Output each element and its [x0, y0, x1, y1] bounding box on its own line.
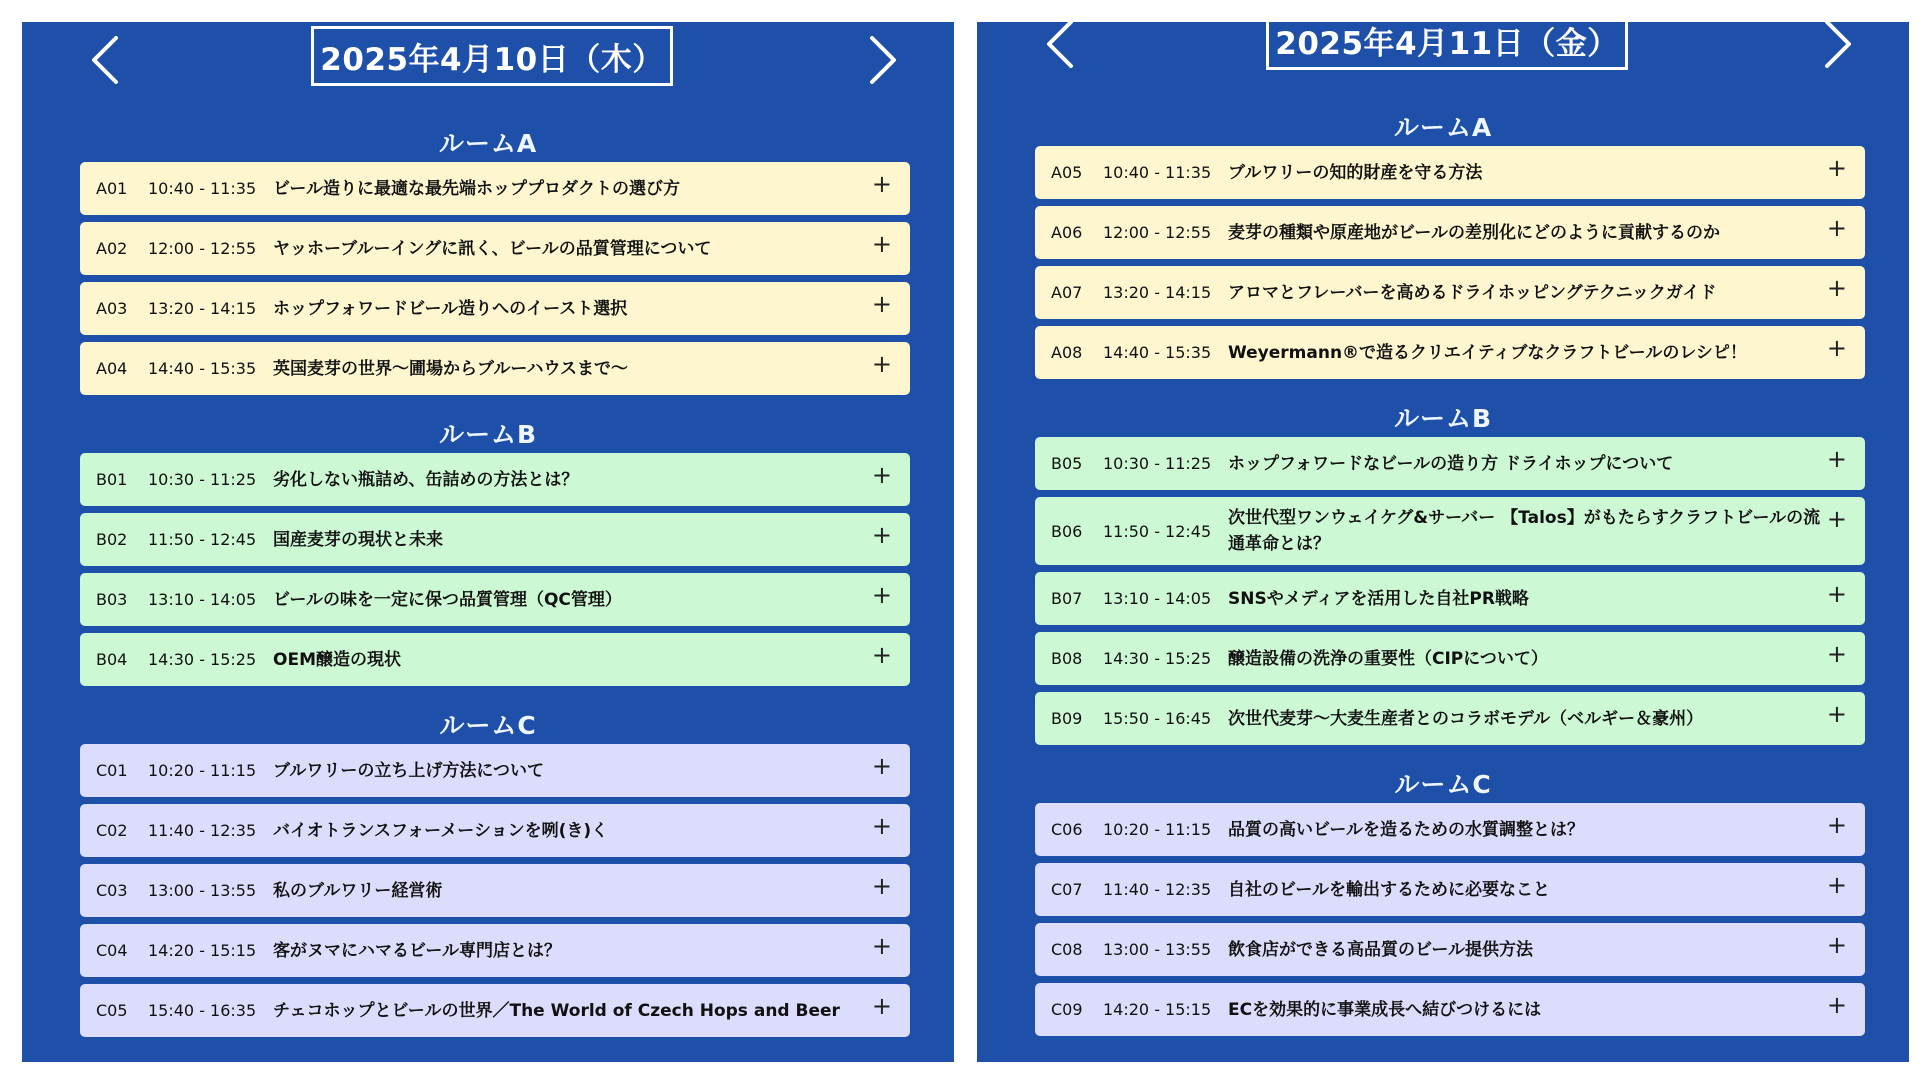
plus-icon[interactable]: + [1826, 931, 1847, 959]
session-code: C08 [1051, 940, 1083, 959]
session-time: 15:50 - 16:45 [1103, 709, 1212, 728]
plus-icon[interactable]: + [871, 641, 892, 669]
plus-icon[interactable]: + [871, 461, 892, 489]
plus-icon[interactable]: + [1826, 991, 1847, 1019]
session-code: A07 [1051, 283, 1083, 302]
session-title: 醸造設備の洗浄の重要性（CIPについて） [1228, 648, 1548, 669]
session-row-a08[interactable] [1035, 326, 1865, 379]
session-row-b01[interactable] [80, 453, 910, 506]
date-title: 2025年4月10日（木） [311, 26, 673, 86]
session-title: チェコホップとビールの世界／The World of Czech Hops and Beer [273, 1000, 840, 1021]
session-code: B05 [1051, 454, 1083, 473]
session-time: 13:00 - 13:55 [1103, 940, 1212, 959]
chevron-left-icon[interactable] [1039, 22, 1083, 72]
plus-icon[interactable]: + [871, 992, 892, 1020]
chevron-right-icon[interactable] [1815, 22, 1859, 72]
session-time: 12:00 - 12:55 [148, 239, 257, 258]
session-time: 11:40 - 12:35 [148, 821, 257, 840]
session-time: 14:30 - 15:25 [148, 650, 257, 669]
session-row-a02[interactable] [80, 222, 910, 275]
session-time: 10:30 - 11:25 [1103, 454, 1212, 473]
plus-icon[interactable]: + [1826, 154, 1847, 182]
session-row-b07[interactable] [1035, 572, 1865, 625]
session-title: ブルワリーの知的財産を守る方法 [1228, 162, 1483, 183]
session-code: C06 [1051, 820, 1083, 839]
session-row-b08[interactable] [1035, 632, 1865, 685]
day-header [22, 22, 954, 104]
session-code: C01 [96, 761, 128, 780]
session-title: ホップフォワードなビールの造り方 ドライホップについて [1228, 453, 1674, 474]
date-title: 2025年4月11日（金） [1266, 22, 1628, 70]
session-time: 14:20 - 15:15 [148, 941, 257, 960]
chevron-left-icon[interactable] [84, 32, 128, 88]
plus-icon[interactable]: + [1826, 214, 1847, 242]
session-time: 14:40 - 15:35 [1103, 343, 1212, 362]
plus-icon[interactable]: + [871, 170, 892, 198]
session-code: B01 [96, 470, 128, 489]
session-time: 11:50 - 12:45 [1103, 521, 1212, 541]
session-row-a01[interactable] [80, 162, 910, 215]
room-b-section [22, 417, 954, 686]
schedule-panel-day1 [22, 22, 954, 1062]
session-code: B08 [1051, 649, 1083, 668]
session-code: B02 [96, 530, 128, 549]
room-title: ルームB [1393, 404, 1493, 433]
plus-icon[interactable]: + [1826, 811, 1847, 839]
schedule-panel-day2 [977, 22, 1909, 1062]
session-title: 私のブルワリー経営術 [273, 880, 443, 901]
session-code: B04 [96, 650, 128, 669]
session-row-a06[interactable] [1035, 206, 1865, 259]
session-row-c05[interactable] [80, 984, 910, 1037]
session-time: 14:40 - 15:35 [148, 359, 257, 378]
session-title: SNSやメディアを活用した自社PR戦略 [1228, 588, 1529, 609]
session-code: C05 [96, 1001, 128, 1020]
room-title: ルームC [439, 711, 537, 740]
session-row-a05[interactable] [1035, 146, 1865, 199]
session-code: C03 [96, 881, 128, 900]
room-a-section [977, 110, 1909, 379]
chevron-right-icon[interactable] [860, 32, 904, 88]
session-code: A03 [96, 299, 128, 318]
plus-icon[interactable]: + [871, 290, 892, 318]
room-title: ルームB [438, 420, 538, 449]
session-title: 英国麦芽の世界〜圃場からブルーハウスまで〜 [273, 358, 628, 379]
day-header [977, 22, 1909, 88]
plus-icon[interactable]: + [1826, 580, 1847, 608]
session-code: A04 [96, 359, 128, 378]
session-time: 10:20 - 11:15 [148, 761, 257, 780]
room-title: ルームA [1393, 113, 1493, 142]
session-time: 10:30 - 11:25 [148, 470, 257, 489]
session-code: A01 [96, 179, 128, 198]
session-row-b06[interactable] [1035, 497, 1865, 565]
session-row-b05[interactable] [1035, 437, 1865, 490]
plus-icon[interactable]: + [871, 932, 892, 960]
session-row-c08[interactable] [1035, 923, 1865, 976]
session-code: A06 [1051, 223, 1083, 242]
session-time: 13:20 - 14:15 [148, 299, 257, 318]
session-row-b03[interactable] [80, 573, 910, 626]
plus-icon[interactable]: + [1826, 274, 1847, 302]
session-title: 次世代型ワンウェイケグ&サーバー 【Talos】がもたらすクラフトビールの流通革命とは？ [1228, 508, 1821, 554]
room-title: ルームA [438, 129, 538, 158]
session-code: A08 [1051, 343, 1083, 362]
session-time: 11:40 - 12:35 [1103, 880, 1212, 899]
session-title: ホップフォワードビール造りへのイースト選択 [273, 298, 628, 319]
session-code: C07 [1051, 880, 1083, 899]
session-title: 飲食店ができる高品質のビール提供方法 [1228, 939, 1533, 960]
session-title: 国産麦芽の現状と未来 [273, 529, 443, 550]
session-code: A02 [96, 239, 128, 258]
session-row-a07[interactable] [1035, 266, 1865, 319]
session-row-b02[interactable] [80, 513, 910, 566]
session-title: 客がヌマにハマるビール専門店とは？ [273, 940, 561, 961]
room-c-section [22, 708, 954, 1037]
plus-icon[interactable]: + [1826, 505, 1847, 533]
session-title: 自社のビールを輸出するために必要なこと [1228, 879, 1550, 900]
session-time: 10:20 - 11:15 [1103, 820, 1212, 839]
session-code: B03 [96, 590, 128, 609]
plus-icon[interactable]: + [871, 521, 892, 549]
session-row-a03[interactable] [80, 282, 910, 335]
session-time: 11:50 - 12:45 [148, 530, 257, 549]
session-title: アロマとフレーバーを高めるドライホッピングテクニックガイド [1228, 282, 1717, 303]
session-row-c07[interactable] [1035, 863, 1865, 916]
plus-icon[interactable]: + [871, 230, 892, 258]
session-time: 14:30 - 15:25 [1103, 649, 1212, 668]
room-b-section [977, 401, 1909, 745]
session-title: ヤッホーブルーイングに訊く、ビールの品質管理について [273, 238, 712, 259]
session-title: 劣化しない瓶詰め、缶詰めの方法とは？ [273, 469, 579, 490]
plus-icon[interactable]: + [871, 350, 892, 378]
plus-icon[interactable]: + [871, 872, 892, 900]
plus-icon[interactable]: + [1826, 700, 1847, 728]
session-row-b09[interactable] [1035, 692, 1865, 745]
session-title: OEM醸造の現状 [273, 649, 401, 670]
room-c-section [977, 767, 1909, 1036]
session-title: ビールの味を一定に保つ品質管理（QC管理） [273, 589, 622, 610]
session-row-a04[interactable] [80, 342, 910, 395]
session-time: 10:40 - 11:35 [148, 179, 257, 198]
plus-icon[interactable]: + [871, 752, 892, 780]
session-title: 麦芽の種類や原産地がビールの差別化にどのように貢献するのか [1228, 222, 1720, 243]
session-row-c09[interactable] [1035, 983, 1865, 1036]
session-time: 15:40 - 16:35 [148, 1001, 257, 1020]
plus-icon[interactable]: + [1826, 640, 1847, 668]
plus-icon[interactable]: + [871, 812, 892, 840]
plus-icon[interactable]: + [871, 581, 892, 609]
session-code: C09 [1051, 1000, 1083, 1019]
room-a-section [22, 126, 954, 395]
session-row-c02[interactable] [80, 804, 910, 857]
session-row-c01[interactable] [80, 744, 910, 797]
session-title: ブルワリーの立ち上げ方法について [273, 760, 544, 781]
session-code: B07 [1051, 589, 1083, 608]
session-title: バイオトランスフォーメーションを咧(き)く [273, 820, 609, 841]
session-time: 13:00 - 13:55 [148, 881, 257, 900]
session-time: 13:10 - 14:05 [1103, 589, 1212, 608]
session-code: A05 [1051, 163, 1083, 182]
plus-icon[interactable]: + [1826, 445, 1847, 473]
session-code: C04 [96, 941, 128, 960]
session-time: 14:20 - 15:15 [1103, 1000, 1212, 1019]
session-time: 10:40 - 11:35 [1103, 163, 1212, 182]
session-time: 12:00 - 12:55 [1103, 223, 1212, 242]
session-code: C02 [96, 821, 128, 840]
session-title: ECを効果的に事業成長へ結びつけるには [1228, 999, 1542, 1020]
session-title: Weyermann®で造るクリエイティブなクラフトビールのレシピ！ [1228, 342, 1747, 363]
session-row-c03[interactable] [80, 864, 910, 917]
session-code: B06 [1051, 521, 1083, 541]
session-row-b04[interactable] [80, 633, 910, 686]
plus-icon[interactable]: + [1826, 871, 1847, 899]
session-row-c04[interactable] [80, 924, 910, 977]
plus-icon[interactable]: + [1826, 334, 1847, 362]
session-title: 品質の高いビールを造るための水質調整とは？ [1228, 819, 1584, 840]
session-code: B09 [1051, 709, 1083, 728]
session-time: 13:20 - 14:15 [1103, 283, 1212, 302]
session-time: 13:10 - 14:05 [148, 590, 257, 609]
session-title: ビール造りに最適な最先端ホッププロダクトの選び方 [273, 178, 680, 199]
session-row-c06[interactable] [1035, 803, 1865, 856]
session-title: 次世代麦芽〜大麦生産者とのコラボモデル（ベルギー＆豪州） [1228, 708, 1704, 729]
room-title: ルームC [1394, 770, 1492, 799]
